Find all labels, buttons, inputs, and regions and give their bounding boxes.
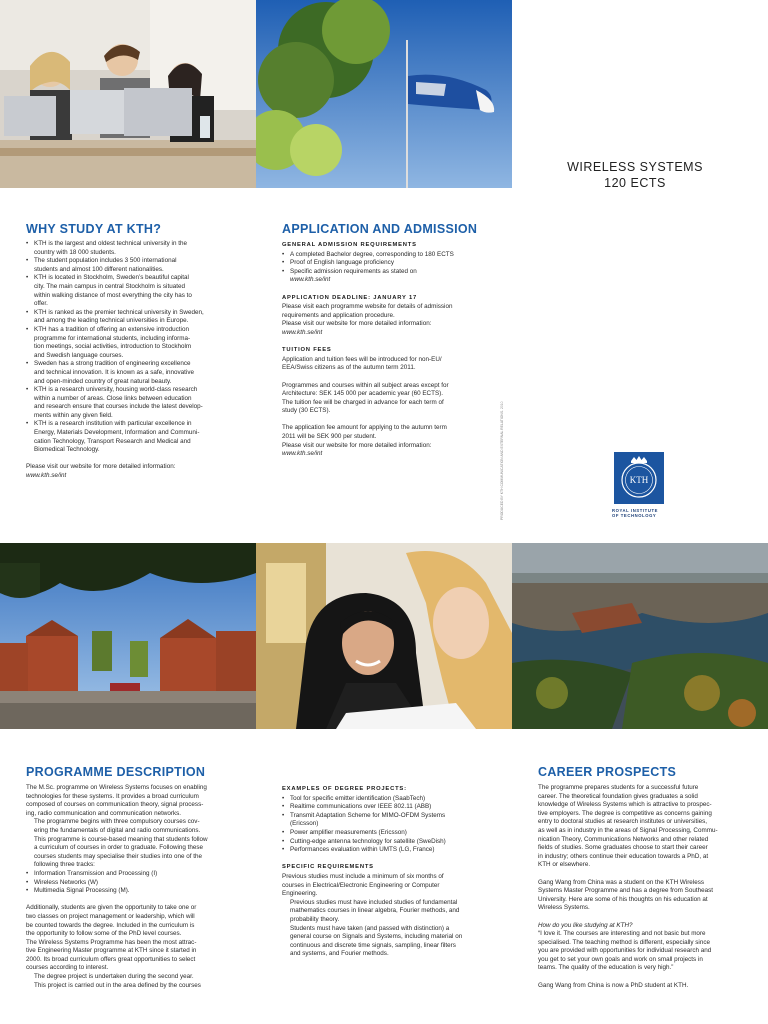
kth-mark-text: KTH <box>629 475 649 485</box>
text-line: continuous and discrete time signals, sampling, linear filters <box>290 941 456 949</box>
text-line: courses in Electrical/Electronic Engineering or Computer <box>282 881 440 889</box>
bullet-continuation: offer. <box>34 300 48 308</box>
text-line: composed of courses on communication theory, signal process- <box>26 801 204 809</box>
text-line: Additionally, students are given the opportunity to take one or <box>26 904 197 912</box>
programme-name: WIRELESS SYSTEMS <box>567 160 703 174</box>
bullet-continuation: within walking distance of most everything the city has to <box>34 291 192 299</box>
career-paragraph-1 <box>538 784 760 870</box>
logo-text-line-2: OF TECHNOLOGY <box>612 513 657 518</box>
kth-logo-text <box>612 508 668 518</box>
bullet-item: • KTH has a tradition of offering an extensive introduction <box>26 326 246 335</box>
bullet-continuation: and among the leading technical universities in Europe. <box>34 317 189 325</box>
text-line: technologies for these systems. It provides a broad curriculum <box>26 792 199 800</box>
text-line: The programme begins with three compulsory courses cov- <box>34 818 200 826</box>
bullet-continuation: within a number of areas. Close links between education <box>34 394 192 402</box>
deadline-text <box>282 303 492 329</box>
text-line: tive employers. The degree is competitive as concerns gaining <box>538 809 712 817</box>
bullet-item: • Realtime communications over IEEE 802.11 (ABB) <box>282 803 492 812</box>
text-line: and systems, and Fourier methods. <box>290 950 389 958</box>
text-line: knowledge of Wireless Systems which is attractive to prospec- <box>538 801 712 809</box>
programme-column <box>26 784 246 990</box>
interview-answer <box>538 930 760 973</box>
text-line: Please visit our website for more detailed information: <box>282 320 432 328</box>
text-line: ing, radio communication and communication networks. <box>26 809 182 817</box>
text-line: two classes on project management or leadership, which will <box>26 912 195 920</box>
students-laptops-photo <box>0 0 256 188</box>
text-line: nication Theory, Communications Networks and other related <box>538 835 709 843</box>
bullet-continuation: city. The main campus in central Stockholm is situated <box>34 282 185 290</box>
logo-text-line-1: ROYAL INSTITUTE <box>612 508 658 513</box>
bullet-continuation: and open-minded country of great natural beauty. <box>34 377 172 385</box>
application-heading: APPLICATION AND ADMISSION <box>282 222 478 236</box>
deadline-url-link[interactable]: www.kth.se/int <box>282 328 323 336</box>
text-line: as well as in industry in the areas of Signal Processing, Commu- <box>538 826 718 834</box>
tuition-fees-title: TUITION FEES <box>282 347 332 354</box>
tracks-list <box>26 870 246 896</box>
bullet-continuation: Energy, Materials Development, Information and Communi- <box>34 429 200 437</box>
text-line: study (30 ECTS). <box>282 407 331 415</box>
text-line: in industry; others continue their education towards a PhD, at <box>538 852 709 860</box>
specific-requirements-title: SPECIFIC REQUIREMENTS <box>282 864 374 871</box>
programme-paragraph-4 <box>26 973 246 990</box>
fees-paragraph-3 <box>282 424 492 450</box>
text-line: fields of studies. Some graduates choose to start their career <box>538 844 708 852</box>
text-line: Previous studies must have included studies of fundamental <box>290 898 458 906</box>
general-requirements-title: GENERAL ADMISSION REQUIREMENTS <box>282 242 417 248</box>
text-line: you get to set your own goals and work on small projects in <box>538 955 703 963</box>
text-line: be counted towards the degree. Included in the curriculum is <box>26 921 195 929</box>
text-line: general course on Signals and Systems, including material on <box>290 933 463 941</box>
text-line: courses students may specialise their studies into one of the <box>34 852 203 860</box>
text-line: This project is carried out in the area defined by the courses <box>34 981 201 989</box>
bullet-continuation: students and almost 100 different nationalities. <box>34 265 164 273</box>
text-line: following three tracks: <box>34 861 95 869</box>
career-closing-line: Gang Wang from China is now a PhD student at KTH. <box>538 981 689 989</box>
bullet-item: • Wireless Networks (W) <box>26 879 246 888</box>
text-line: Gang Wang from China was a student on the KTH Wireless <box>538 878 705 886</box>
fees-url-link[interactable]: www.kth.se/int <box>282 450 323 458</box>
text-line: The programme prepares students for a successful future <box>538 784 699 791</box>
bullet-continuation: programme for international students, including informa- <box>34 334 191 342</box>
bullet-item: • KTH is located in Stockholm, Sweden’s beautiful capital <box>26 274 246 283</box>
text-line: The degree project is undertaken during the second year. <box>34 973 194 981</box>
bullet-item: • Performances evaluation within UMTS (LG, France) <box>282 846 492 855</box>
career-heading: CAREER PROSPECTS <box>538 765 677 779</box>
text-line: courses according to interest. <box>26 964 109 972</box>
kth-logo <box>614 452 664 504</box>
bullet-continuation: and technical innovation. It is known as a safe, innovative <box>34 368 194 376</box>
programme-paragraph-3 <box>26 904 246 973</box>
text-line: a curriculum of courses in order to graduate. Following these <box>34 844 204 852</box>
text-line: Please visit our website for more detailed information: <box>282 441 432 449</box>
text-line: The application fee amount for applying to the autumn term <box>282 424 447 432</box>
fees-paragraph-1 <box>282 356 492 373</box>
bullet-continuation: cation Technology, Transport Research and Medical and <box>34 437 191 445</box>
brochure-title <box>560 159 710 191</box>
text-line: The tuition fee will be charged in advance for each term of <box>282 398 444 406</box>
why-column <box>26 240 246 481</box>
bullet-item: • Cutting-edge antenna technology for satellite (SweDish) <box>282 838 492 847</box>
text-line: Students must have taken (and passed with distinction) a <box>290 924 450 932</box>
why-url-link[interactable]: www.kth.se/int <box>26 472 67 480</box>
text-line: ering the fundamentals of digital and radio communications. <box>34 826 201 834</box>
text-line: mathematics courses in linear algebra, Fourier methods, and <box>290 907 460 915</box>
bullet-continuation[interactable]: www.kth.se/int <box>290 276 331 284</box>
bullet-continuation: (Ericsson) <box>290 820 319 828</box>
programme-credits: 120 ECTS <box>604 176 666 190</box>
general-requirements-list <box>282 251 492 285</box>
text-line: Engineering. <box>282 890 318 898</box>
bullet-item: • KTH is ranked as the premier technical university in Sweden, <box>26 309 246 318</box>
text-line: probability theory. <box>290 915 340 923</box>
fees-paragraph-2 <box>282 382 492 416</box>
text-line: the opportunity to follow some of the PhD level courses. <box>26 930 182 938</box>
interview-question: How do you like studying at KTH? <box>538 921 633 929</box>
bullet-item: • Multimedia Signal Processing (M). <box>26 887 246 896</box>
text-line: This programme is course-based meaning that students follow <box>34 835 208 843</box>
text-line: KTH or elsewhere. <box>538 861 591 869</box>
specific-paragraph-2 <box>282 899 492 925</box>
vertical-fine-print <box>494 360 502 520</box>
text-line: Please visit each programme website for details of admission <box>282 303 453 311</box>
text-line: tive Engineering Master programme at KTH since it started in <box>26 947 197 955</box>
fine-print-text: PRODUCED BY KTH COMMUNICATION AND EXTERNAL RELATIONS. 2010 <box>500 401 504 520</box>
bullet-item: • Tool for specific emitter identification (SaabTech) <box>282 795 492 804</box>
career-column <box>538 784 760 990</box>
text-line: 2000. Its broad curriculum offers great opportunities to select <box>26 955 196 963</box>
bullet-item: • KTH is a research institution with particular excellence in <box>26 420 246 429</box>
programme-heading: PROGRAMME DESCRIPTION <box>26 765 206 779</box>
bullet-item: • Proof of English language proficiency <box>282 259 492 268</box>
bullet-item: • A completed Bachelor degree, corresponding to 180 ECTS <box>282 251 492 260</box>
bullet-continuation: Biomedical Technology. <box>34 446 100 454</box>
text-line: entry to doctoral studies at research institutes or universities, <box>538 818 708 826</box>
text-line: Systems Master Programme and has a degree from Southeast <box>538 887 713 895</box>
programme-paragraph-1 <box>26 784 246 818</box>
text-line: Programmes and courses within all subject areas except for <box>282 381 449 389</box>
bullet-item: • Information Transmission and Processing (I) <box>26 870 246 879</box>
text-line: specialised. The teaching method is different, especially since <box>538 938 710 946</box>
bullet-item: • Sweden has a strong tradition of engineering excellence <box>26 360 246 369</box>
bullet-continuation: tion meetings, social activities, introduction to Stockholm <box>34 343 192 351</box>
text-line: 2011 will be SEK 900 per student. <box>282 433 377 441</box>
why-heading: WHY STUDY AT KTH? <box>26 222 162 236</box>
examples-column <box>282 785 492 959</box>
text-line: Architecture: SEK 145 000 per academic year (60 ECTS). <box>282 390 443 398</box>
text-line: “I love it. The courses are interesting and not basic but more <box>538 930 706 938</box>
bullet-continuation: and research ensure that courses include the latest develop- <box>34 403 203 411</box>
career-paragraph-2 <box>538 879 760 913</box>
kth-flag-tree-photo <box>256 0 512 188</box>
bullet-item: • KTH is the largest and oldest technical university in the <box>26 240 246 249</box>
examples-list <box>282 795 492 855</box>
bullet-item: • The student population includes 3 500 international <box>26 257 246 266</box>
deadline-title: APPLICATION DEADLINE: JANUARY 17 <box>282 294 418 301</box>
campus-building-photo <box>0 543 256 729</box>
stockholm-aerial-photo <box>512 543 768 729</box>
bullet-item: • KTH is a research university, housing world-class research <box>26 386 246 395</box>
text-line: EEA/Swiss citizens as of the autumn term 2011. <box>282 364 416 372</box>
bullet-item: • Specific admission requirements as stated on <box>282 268 492 277</box>
specific-paragraph-3 <box>282 925 492 959</box>
examples-title: EXAMPLES OF DEGREE PROJECTS: <box>282 786 407 792</box>
why-bullet-list <box>26 240 246 455</box>
bullet-continuation: and Swedish language courses. <box>34 351 124 359</box>
text-line: Wireless Systems. <box>538 904 590 912</box>
programme-paragraph-2 <box>26 818 246 870</box>
text-line: The Wireless Systems Programme has been the most attrac- <box>26 938 197 946</box>
specific-paragraph-1 <box>282 873 492 899</box>
kth-crest-icon <box>614 452 664 504</box>
text-line: The M.Sc. programme on Wireless Systems focuses on enabling <box>26 784 207 791</box>
text-line: you are provided with opportunities for individual research and <box>538 947 712 955</box>
bullet-continuation: country with 18 000 students. <box>34 248 116 256</box>
bullet-item: • Transmit Adaptation Scheme for MIMO-OFDM Systems <box>282 812 492 821</box>
bullet-continuation: ments within any given field. <box>34 411 113 419</box>
text-line: requirements and application procedure. <box>282 311 395 319</box>
bullet-item: • Power amplifier measurements (Ericsson) <box>282 829 492 838</box>
text-line: Previous studies must include a minimum of six months of <box>282 872 444 880</box>
text-line: career. The theoretical foundation gives graduates a solid <box>538 792 698 800</box>
text-line: teams. The quality of the education is very high.” <box>538 964 674 972</box>
why-visit-text: Please visit our website for more detailed information: <box>26 463 176 471</box>
smiling-student-photo <box>256 543 512 729</box>
application-column <box>282 241 492 459</box>
text-line: Application and tuition fees will be introduced for non-EU/ <box>282 355 442 363</box>
text-line: University. Here are some of his thoughts on his education at <box>538 895 708 903</box>
